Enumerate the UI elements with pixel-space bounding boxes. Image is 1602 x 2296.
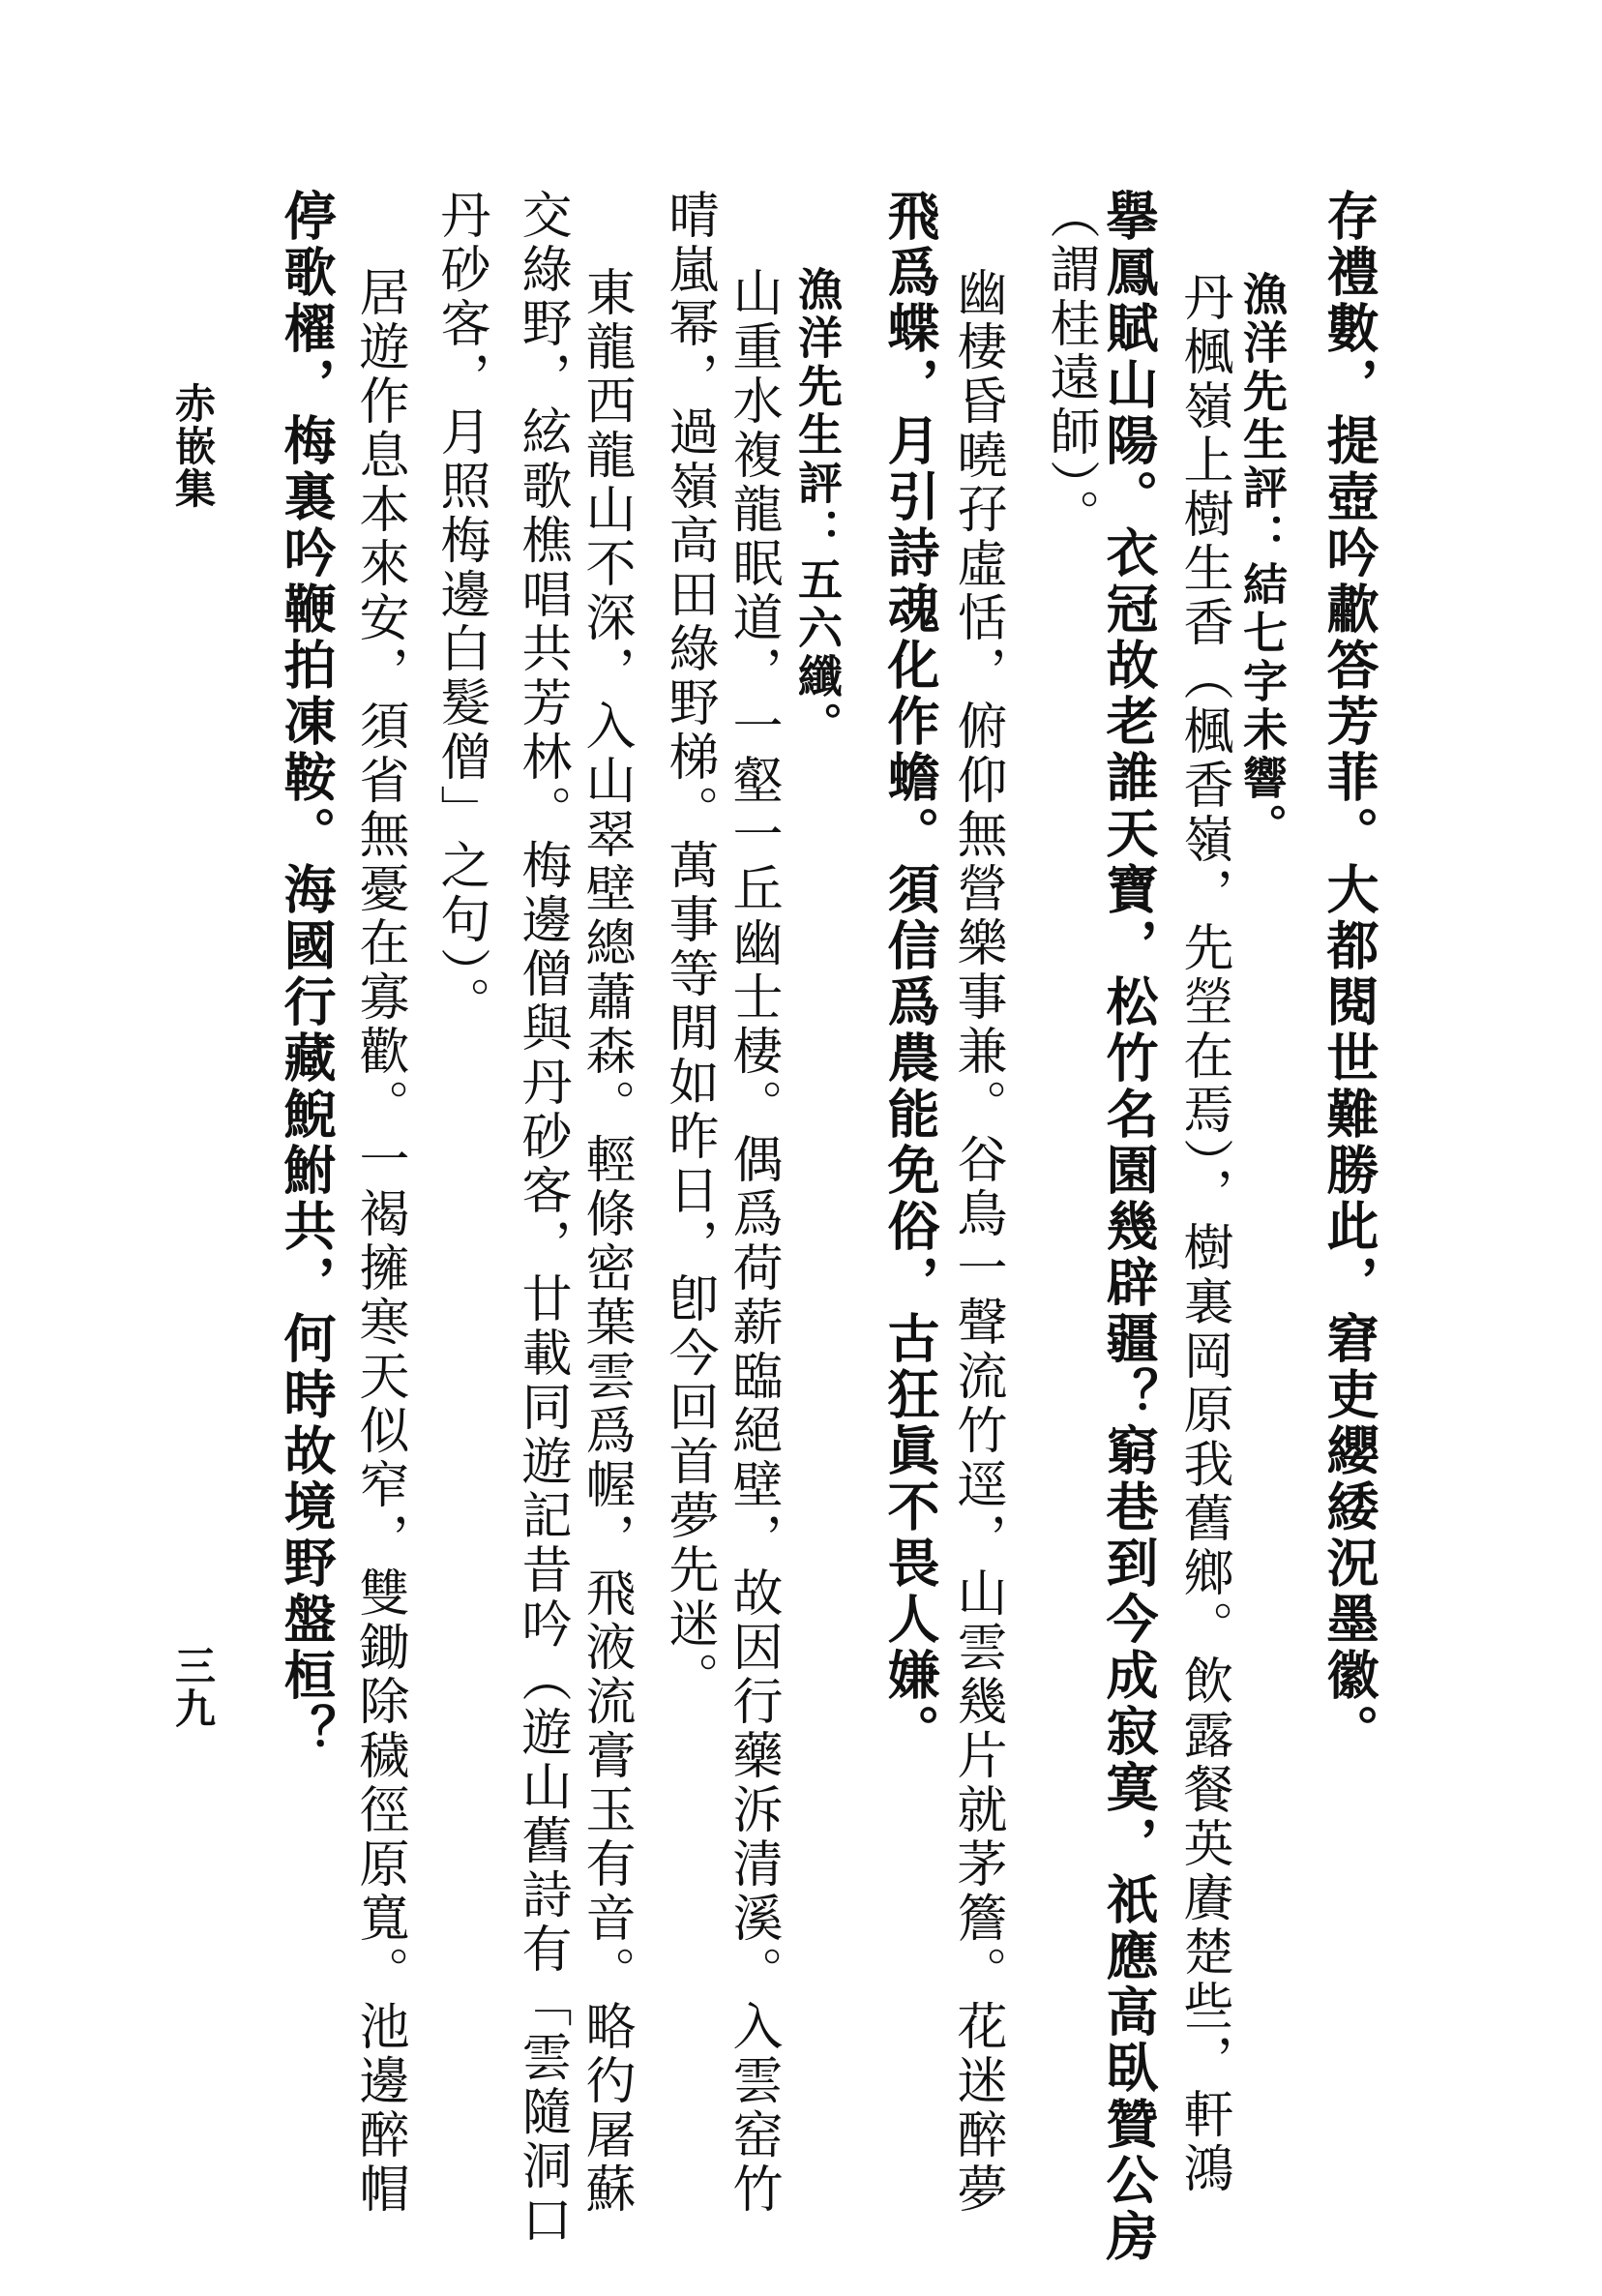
text-column-6: 飛爲蝶，月引詩魂化作蟾。須信爲農能免俗，古狂眞不畏人嫌。 — [879, 189, 941, 1760]
text-column-2: 丹楓嶺上樹生香（楓香嶺，先塋在焉），樹裏岡原我舊鄉。飲露餐英賡楚些，軒鴻 — [1174, 271, 1232, 2196]
text-column-12: 居遊作息本來安，須省無憂在寡歡。一褐擁寒天似窄，雙鋤除穢徑原寬。池邊醉帽 — [350, 266, 408, 2217]
text-column-3: 擧鳳賦山陽。衣冠故老誰天寶，松竹名園幾辟疆？窮巷到今成寂寞，祇應高臥贊公房 — [1098, 189, 1160, 2265]
running-head-book-title: 赤嵌集 — [169, 382, 217, 510]
page-number: 三九 — [169, 1645, 217, 1730]
text-column-11: 丹砂客，月照梅邊白髮僧」之句）。 — [431, 189, 490, 1030]
text-column-9: 東龍西龍山不深，入山翠壁總蕭森。輕條密葉雲爲幄，飛液流膏玉有音。略彴屠蘇 — [577, 266, 635, 2217]
commentary-column-1: 漁洋先生評：結七字未響。 — [1236, 271, 1289, 851]
text-column-7: 山重水複龍眠道，一壑一丘幽士棲。偶爲荷薪臨絕壁，故因行藥泝清溪。入雲窑竹 — [724, 266, 782, 2217]
text-column-10: 交綠野，絃歌樵唱共芳林。梅邊僧與丹砂客，廿載同遊記昔吟（遊山舊詩有「雲隨洞口 — [513, 189, 571, 2248]
text-column-13: 停歌櫂，梅裏吟鞭拍凍鞍。海國行藏鯢鮒共，何時故境野盤桓？ — [276, 189, 338, 1760]
commentary-column-2: 漁洋先生評：五六纖。 — [791, 266, 844, 750]
text-column-4: （謂桂遠師）。 — [1041, 189, 1099, 543]
text-column-8: 晴嵐幂，過嶺高田綠野梯。萬事等閒如昨日，卽今回首夢先迷。 — [660, 189, 718, 1706]
text-column-5: 幽棲昏曉孖虛恬，俯仰無營樂事兼。谷鳥一聲流竹逕，山雲幾片就茅簷。花迷醉夢 — [948, 266, 1006, 2217]
text-column-1: 存禮數，提壺吟歗答芳菲。大都閱世難勝此，窘吏纓緌況墨徽。 — [1319, 189, 1380, 1760]
